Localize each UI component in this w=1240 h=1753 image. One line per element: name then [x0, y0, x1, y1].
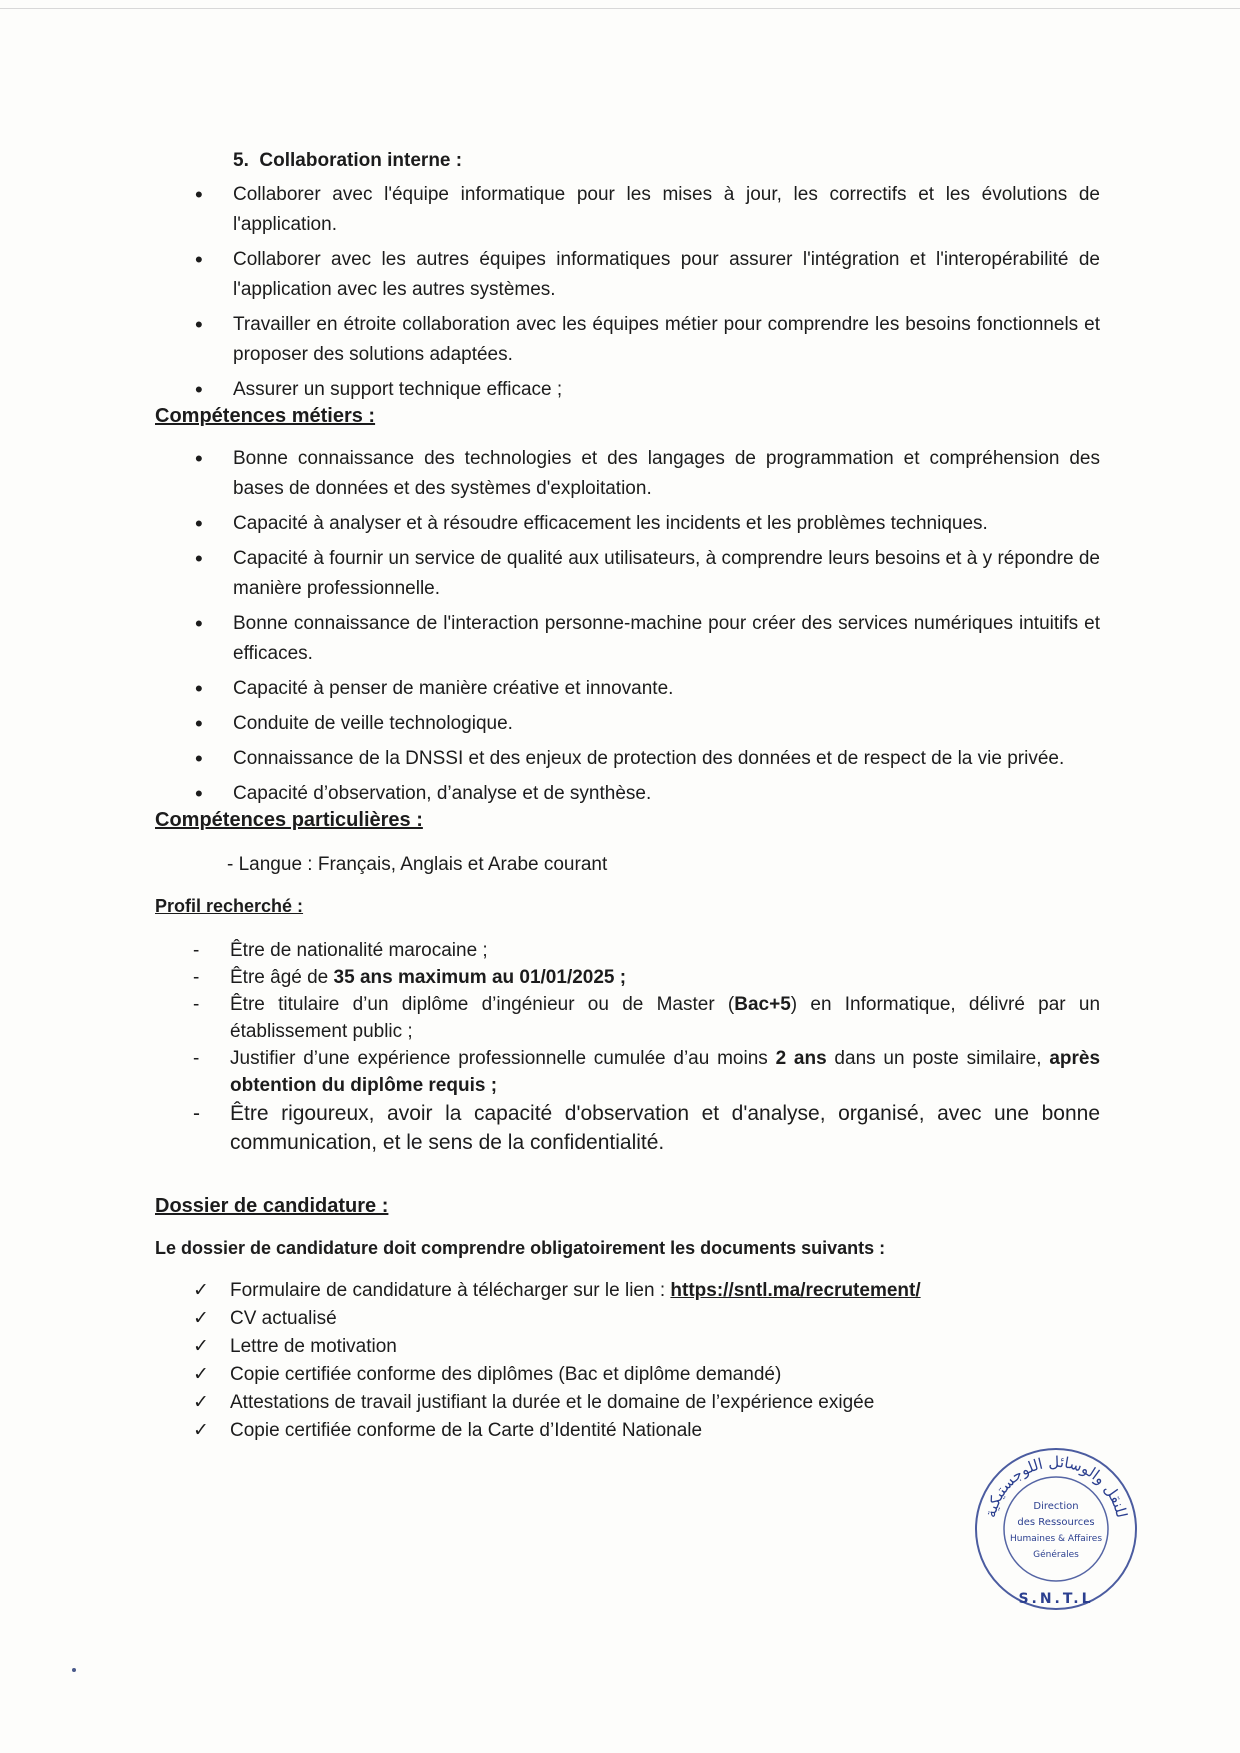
- dossier-intro: Le dossier de candidature doit comprendre obligatoirement les documents suivants :: [155, 1238, 886, 1258]
- dash-icon: -: [193, 1102, 200, 1125]
- stamp-line-3: Humaines & Affaires: [1009, 1534, 1103, 1544]
- bullet-icon: •: [195, 746, 203, 771]
- list-item: - Être rigoureux, avoir la capacité d'observation et d'analyse, organisé, avec une bonne communication, et le sens de la confidentialité.: [155, 1099, 1100, 1157]
- check-icon: ✓: [193, 1336, 209, 1357]
- language-line: - Langue : Français, Anglais et Arabe courant: [227, 854, 608, 875]
- section-title: Collaboration interne :: [259, 150, 463, 171]
- stamp-inner-ring: [1004, 1477, 1108, 1581]
- list-item: • Capacité à fournir un service de qualité aux utilisateurs, à comprendre leurs besoins et à y répondre de manière professionnelle.: [195, 546, 1100, 599]
- collaboration-list: [155, 180, 1100, 405]
- list-item: • Assurer un support technique efficace ;: [155, 375, 1100, 405]
- list-item: • Travailler en étroite collaboration avec les équipes métier pour comprendre les besoins fonctionnels et proposer des solutions adaptées.: [195, 312, 1100, 365]
- dossier-list: [155, 1277, 1100, 1445]
- list-item: • Conduite de veille technologique.: [155, 709, 1100, 739]
- dossier-heading: Dossier de candidature :: [155, 1195, 389, 1217]
- list-item: • Bonne connaissance de l'interaction personne-machine pour créer des services numériques intuitifs et efficaces.: [195, 611, 1100, 664]
- list-item: ✓ Copie certifiée conforme des diplômes (Bac et diplôme demandé): [155, 1361, 1100, 1389]
- check-icon: ✓: [193, 1364, 209, 1385]
- check-icon: ✓: [193, 1308, 209, 1329]
- list-item: ✓ Attestations de travail justifiant la durée et le domaine de l’expérience exigée: [155, 1389, 1100, 1417]
- stamp-acronym: S.N.T.L: [1018, 1591, 1094, 1607]
- list-item: • Capacité à analyser et à résoudre efficacement les incidents et les problèmes techniques.: [155, 509, 1100, 539]
- list-item: • Collaborer avec l'équipe informatique pour les mises à jour, les correctifs et les évolutions de l'application.: [195, 182, 1100, 235]
- stamp-line-2: des Ressources: [1017, 1517, 1095, 1528]
- scan-dot: [72, 1668, 76, 1672]
- dash-icon: -: [193, 994, 200, 1015]
- bullet-icon: •: [195, 312, 203, 337]
- dash-icon: -: [193, 1048, 200, 1069]
- section-number: 5.: [233, 150, 249, 171]
- list-item: • Bonne connaissance des technologies et des langages de programmation et compréhension des bases de données et des systèmes d'exploitation.: [195, 446, 1100, 499]
- list-item: - Être de nationalité marocaine ;: [155, 937, 1100, 964]
- check-icon: ✓: [193, 1392, 209, 1413]
- list-item: ✓ Lettre de motivation: [155, 1333, 1100, 1361]
- list-item: • Capacité à penser de manière créative et innovante.: [155, 674, 1100, 704]
- bullet-icon: •: [195, 546, 203, 571]
- profil-list: [155, 937, 1100, 1157]
- dash-icon: -: [193, 967, 200, 988]
- competences-metiers-heading: Compétences métiers :: [155, 405, 376, 427]
- list-item: • Collaborer avec les autres équipes informatiques pour assurer l'intégration et l'interopérabilité de l'application avec les autres systèmes.: [195, 247, 1100, 300]
- list-item: ✓ Formulaire de candidature à télécharger sur le lien : https://sntl.ma/recrutement/: [155, 1277, 1100, 1305]
- list-item: ✓ Copie certifiée conforme de la Carte d’Identité Nationale: [155, 1417, 1100, 1445]
- bullet-icon: •: [195, 611, 203, 636]
- list-item: • Connaissance de la DNSSI et des enjeux de protection des données et de respect de la vie privée.: [155, 744, 1100, 774]
- competences-metiers-list: [155, 444, 1100, 809]
- bullet-icon: •: [195, 182, 203, 207]
- list-item: ✓ CV actualisé: [155, 1305, 1100, 1333]
- list-item: • Capacité d’observation, d’analyse et de synthèse.: [155, 779, 1100, 809]
- document-content: [155, 150, 1100, 1445]
- bullet-icon: •: [195, 446, 203, 471]
- bullet-icon: •: [195, 711, 203, 736]
- bullet-icon: •: [195, 511, 203, 536]
- profil-heading: Profil recherché :: [155, 896, 304, 916]
- stamp-arabic-text: للنقل والوسائل اللوجستيكية: [981, 1452, 1131, 1520]
- scan-border-line: [0, 8, 1240, 9]
- stamp-outer-ring: [976, 1449, 1136, 1609]
- competences-particulieres-heading: Compétences particulières :: [155, 809, 423, 831]
- list-item: - Être titulaire d’un diplôme d’ingénieur ou de Master (Bac+5) en Informatique, délivré par un établissement public ;: [155, 991, 1100, 1045]
- check-icon: ✓: [193, 1420, 209, 1441]
- official-stamp: [970, 1443, 1142, 1615]
- stamp-line-4: Générales: [1033, 1550, 1079, 1560]
- bullet-icon: •: [195, 676, 203, 701]
- stamp-line-1: Direction: [1033, 1501, 1079, 1512]
- section-collaboration-heading: [233, 150, 1100, 172]
- list-item: - Être âgé de 35 ans maximum au 01/01/2025 ;: [155, 964, 1100, 991]
- recruitment-link[interactable]: https://sntl.ma/recrutement/: [670, 1280, 921, 1301]
- check-icon: ✓: [193, 1280, 209, 1301]
- bullet-icon: •: [195, 781, 203, 806]
- list-item: - Justifier d’une expérience professionnelle cumulée d’au moins 2 ans dans un poste similaire, après obtention du diplôme requis ;: [155, 1045, 1100, 1099]
- bullet-icon: •: [195, 247, 203, 272]
- dash-icon: -: [193, 940, 200, 961]
- bullet-icon: •: [195, 377, 203, 402]
